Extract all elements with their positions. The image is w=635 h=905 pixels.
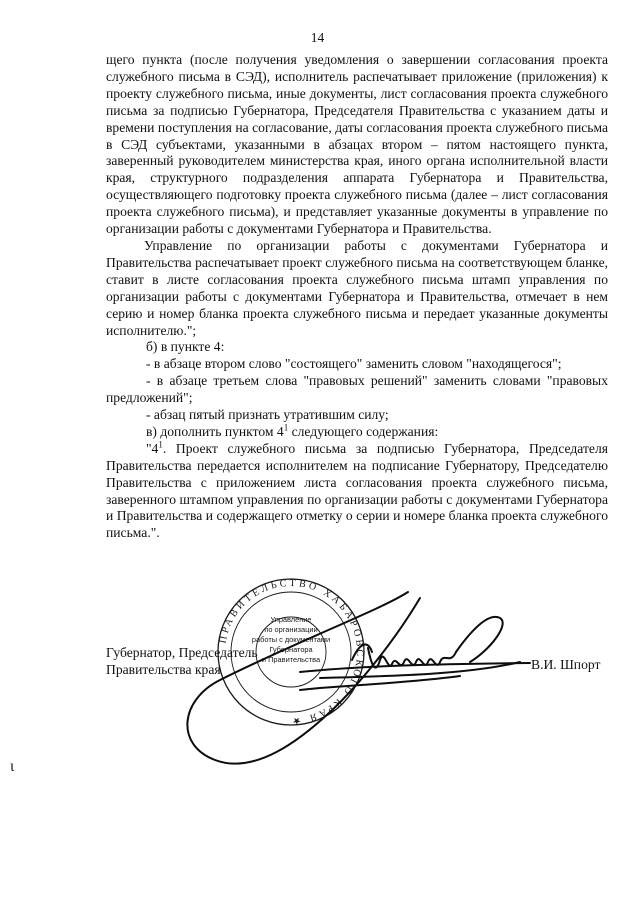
list-item-repeal: - абзац пятый признать утратившим силу;	[146, 407, 389, 423]
svg-text:по организации: по организации	[264, 625, 318, 634]
page-number: 14	[310, 30, 325, 45]
margin-mark: ι	[10, 758, 15, 775]
signatory-title	[106, 644, 258, 678]
svg-text:работы с документами: работы с документами	[251, 635, 331, 644]
svg-text:и Правительства: и Правительства	[261, 655, 321, 664]
svg-text:Управление: Управление	[270, 615, 312, 624]
document-body	[106, 52, 608, 542]
signatory-title-line2: Правительства края	[106, 662, 221, 677]
list-item-replace-phrase: - в абзаце третьем слова "правовых решений" заменить словами "правовых предложений";	[106, 373, 608, 406]
svg-text:Губернатора: Губернатора	[269, 645, 313, 654]
list-item-v: в) дополнить пунктом $4^1$ следующего содержания:	[146, 422, 439, 439]
list-item-replace-word: - в абзаце втором слово "состоящего" заменить словом "находящегося";	[146, 356, 562, 372]
paragraph-department: Управление по организации работы с документами Губернатора и Правительства распечатывает проект служебного письма на соответствующем бланке, ставит в листе согласования проекта служебного письма штамп управления по организации работы с документами Губернатора и Правительства, отмечает в нем серию и номер бланка проекта служебного письма и передает указанные документы исполнителю.";	[106, 237, 608, 338]
signatory-title-line1: Губернатор, Председатель	[106, 645, 258, 660]
list-item-b: б) в пункте 4:	[146, 339, 225, 355]
signatory-name: В.И. Шпорт	[531, 657, 601, 672]
paragraph-new-point: "$4^1$. Проект служебного письма за подписью Губернатора, Председателя Правительства передается исполнителем на подписание Губернатору, Председателю Правительства с приложением листа согласования проекта служебного письма, заверенного штампом управления по организации работы с документами Губернатора и Правительства и содержащего отметку о серии и номере бланка проекта служебного письма.".	[106, 439, 608, 541]
paragraph-continuation: щего пункта (после получения уведомления о завершении согласования проекта служебного письма в СЭД), исполнитель распечатывает приложение (приложения) к проекту служебного письма, иные документы, лист согласования проекта служебного письма за подписью Губернатора, Председателя Правительства с указанием даты и времени поступления на согласование, даты согласования проекта служебного письма в СЭД субъектами, указанными в абзацах втором – пятом настоящего пункта, заверенный руководителем министерства края, иного органа исполнительной власти края, структурного подразделения аппарата Губернатора и Правительства, осуществляющего подготовку проекта служебного письма (далее – лист согласования проекта служебного письма), и представляет указанные документы в управление по организации работы с документами Губернатора и Правительства.	[106, 52, 608, 237]
svg-text:ПРАВИТЕЛЬСТВО ХАБАРОВСКОГО КРА: ПРАВИТЕЛЬСТВО ХАБАРОВСКОГО КРАЯ ★	[217, 577, 366, 727]
